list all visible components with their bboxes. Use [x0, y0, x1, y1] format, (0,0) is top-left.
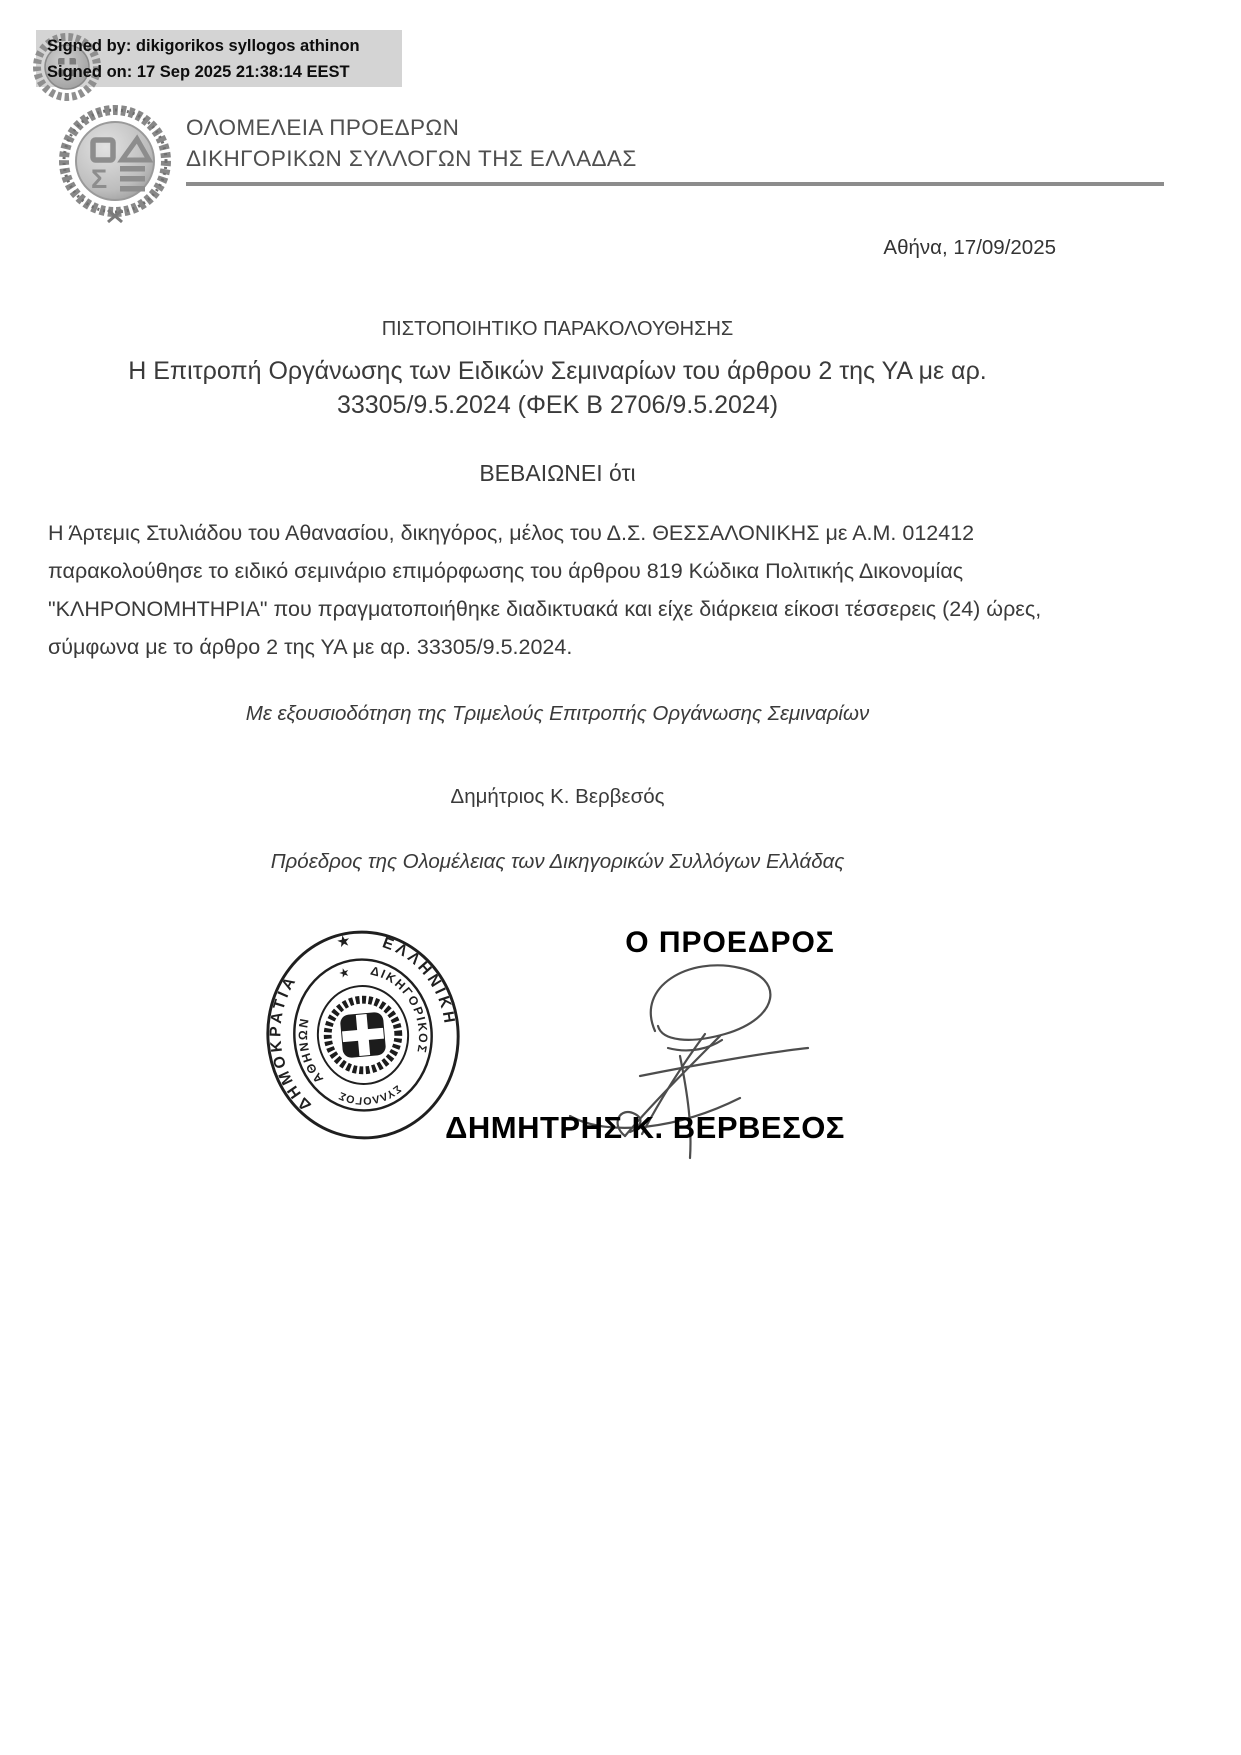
org-line-2: ΔΙΚΗΓΟΡΙΚΩΝ ΣΥΛΛΟΓΩΝ ΤΗΣ ΕΛΛΑΔΑΣ: [186, 146, 637, 171]
stamp-outer-left-text: ΔΗΜΟΚΡΑΤΙΑ: [267, 971, 315, 1114]
body-line-4: σύμφωνα με το άρθρο 2 της ΥΑ με αρ. 33305/9.5.2024.: [48, 635, 573, 659]
signed-on-line: Signed on: 17 Sep 2025 21:38:14 EEST: [47, 63, 350, 81]
signatory-title: Πρόεδρος της Ολομέλειας των Δικηγορικών Συλλόγων Ελλάδας: [270, 850, 845, 873]
stamp-inner-bottom-text: ΣΥΛΛΟΓΟΣ: [336, 1082, 404, 1107]
organization-name: [186, 112, 637, 174]
stamp-inner-star-icon: ★: [336, 963, 354, 982]
certificate-body: [48, 514, 1198, 666]
document-subtitle-line-2: 33305/9.5.2024 (ΦΕΚ Β 2706/9.5.2024): [336, 391, 779, 419]
stamp-inner-right-text: ΔΙΚΗΓΟΡΙΚΟΣ: [368, 963, 431, 1056]
stamp-coat-of-arms: [325, 997, 401, 1073]
stamp-outer-star-icon: ★: [335, 931, 356, 952]
certifies-heading: ΒΕΒΑΙΩΝΕΙ ότι: [479, 460, 636, 486]
place-and-date: Αθήνα, 17/09/2025: [883, 236, 1056, 259]
signatory-name: Δημήτριος Κ. Βερβεσός: [450, 785, 665, 808]
svg-text:Σ: Σ: [91, 164, 108, 194]
org-line-1: ΟΛΟΜΕΛΕΙΑ ΠΡΟΕΔΡΩΝ: [186, 115, 460, 140]
body-line-3: "ΚΛΗΡΟΝΟΜΗΤΗΡΙΑ" που πραγματοποιήθηκε διαδικτυακά και είχε διάρκεια είκοσι τέσσερεις (24) ώρες,: [48, 597, 1042, 621]
document-title: ΠΙΣΤΟΠΟΙΗΤΙΚΟ ΠΑΡΑΚΟΛΟΥΘΗΣΗΣ: [381, 318, 734, 340]
president-label: Ο ΠΡΟΕΔΡΟΣ: [625, 926, 835, 959]
signature-banner-text: [47, 33, 360, 85]
stamp-outer-right-text: ΕΛΛΗΝΙΚΗ: [380, 934, 459, 1028]
header-divider: [186, 182, 1164, 186]
authorization-line: Με εξουσιοδότηση της Τριμελούς Επιτροπής Οργάνωσης Σεμιναρίων: [245, 702, 870, 725]
body-line-2: παρακολούθησε το ειδικό σεμινάριο επιμόρφωσης του άρθρου 819 Κώδικα Πολιτικής Δικονομίας: [48, 559, 964, 583]
plenary-laurel-logo-icon: [56, 100, 174, 228]
document-subtitle-line-1: Η Επιτροπή Οργάνωσης των Ειδικών Σεμιναρίων του άρθρου 2 της ΥΑ με αρ.: [128, 357, 987, 385]
president-name: ΔΗΜΗΤΡΗΣ Κ. ΒΕΡΒΕΣΟΣ: [445, 1110, 845, 1145]
stamp-inner-left-text: ΑΘΗΝΩΝ: [296, 1016, 327, 1086]
body-line-1: Η Άρτεμις Στυλιάδου του Αθανασίου, δικηγόρος, μέλος του Δ.Σ. ΘΕΣΣΑΛΟΝΙΚΗΣ με Α.Μ. 012412: [48, 521, 975, 545]
signed-by-line: Signed by: dikigorikos syllogos athinon: [47, 37, 360, 55]
